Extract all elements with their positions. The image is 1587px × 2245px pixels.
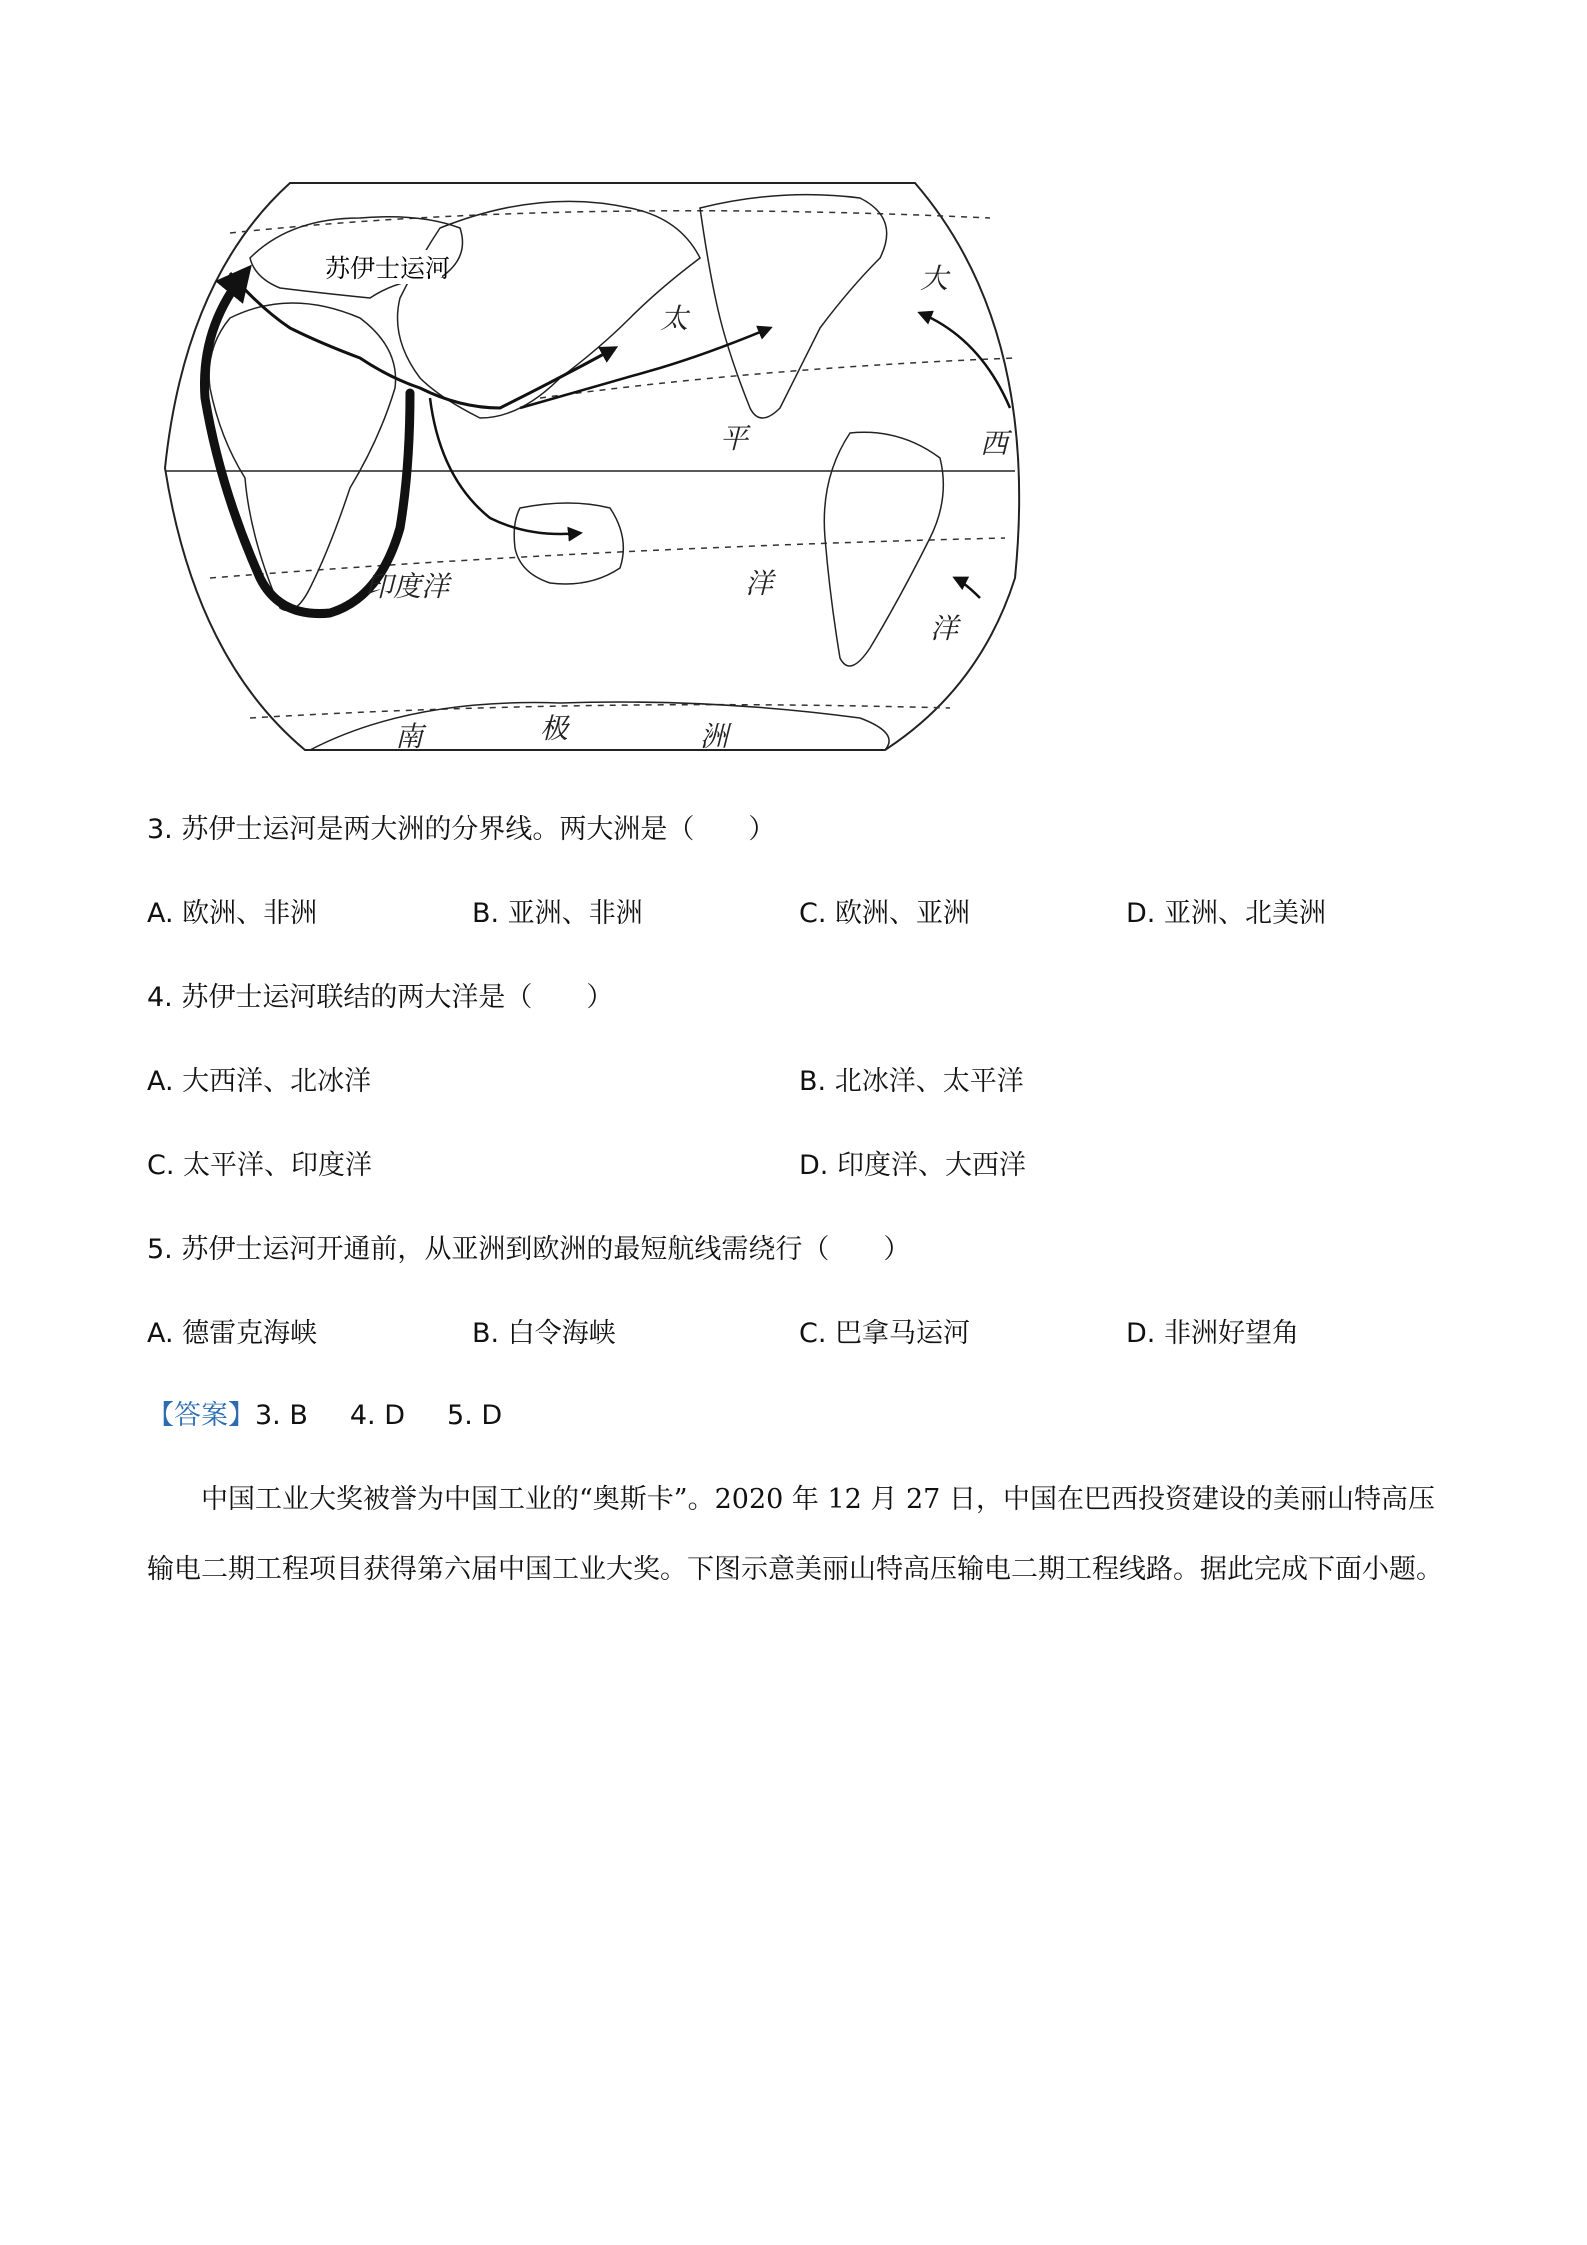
answer-item-3: 3. B: [255, 1400, 308, 1431]
question-3-option-c: C. 欧洲、亚洲: [799, 898, 971, 929]
question-3-option-a: A. 欧洲、非洲: [147, 898, 318, 929]
pacific-char-2: 平: [720, 422, 749, 455]
africa-shape: [209, 303, 395, 611]
indian-ocean-label: 印度洋: [365, 570, 450, 603]
world-map-svg: [160, 178, 1030, 758]
question-4-option-a: A. 大西洋、北冰洋: [147, 1066, 372, 1097]
antarctica-char-2: 极: [540, 712, 569, 745]
answer-item-4: 4. D: [349, 1400, 406, 1431]
atlantic-char-1: 大: [920, 262, 949, 295]
map-frame: [165, 183, 1019, 750]
question-4-stem: 4. 苏伊士运河联结的两大洋是（ ）: [147, 982, 614, 1013]
answer-item-5: 5. D: [447, 1400, 503, 1431]
south-atlantic-arrow: [955, 578, 980, 598]
south-america-shape: [824, 432, 943, 666]
canal-label: 苏伊士运河: [325, 254, 451, 283]
tropic-north-line: [540, 358, 1015, 398]
pacific-char-1: 太: [660, 302, 689, 335]
cape-route-path: [205, 273, 411, 614]
asia-shape: [398, 201, 701, 418]
pacific-route-path: [520, 328, 770, 408]
question-5-option-b: B. 白令海峡: [472, 1318, 616, 1349]
australia-shape: [514, 503, 623, 584]
suez-route-path: [230, 273, 615, 408]
intro-paragraph: 中国工业大奖被誉为中国工业的“奥斯卡”。2020 年 12 月 27 日，中国在巴西投资建设的美丽山特高压输电二期工程项目获得第六届中国工业大奖。下图示意美丽山特高压输电二期工程线路。据此完成下面小题。: [147, 1484, 1443, 1585]
question-5-option-d: D. 非洲好望角: [1126, 1318, 1299, 1349]
question-3-option-d: D. 亚洲、北美洲: [1126, 898, 1326, 929]
north-america-shape: [700, 195, 887, 418]
question-3-stem: 3. 苏伊士运河是两大洲的分界线。两大洲是（ ）: [147, 814, 776, 845]
world-map-figure: [160, 178, 1030, 758]
question-4-option-b: B. 北冰洋、太平洋: [799, 1066, 1024, 1097]
question-4-option-c: C. 太平洋、印度洋: [147, 1150, 373, 1181]
question-3-option-b: B. 亚洲、非洲: [472, 898, 643, 929]
atlantic-route-path: [920, 313, 1010, 408]
question-5-option-c: C. 巴拿马运河: [799, 1318, 971, 1349]
answer-line: [147, 1398, 544, 1434]
antarctica-char-3: 洲: [700, 720, 729, 753]
question-5-stem: 5. 苏伊士运河开通前，从亚洲到欧洲的最短航线需绕行（ ）: [147, 1234, 911, 1265]
answer-tag: 【答案】: [147, 1400, 255, 1431]
question-5-option-a: A. 德雷克海峡: [147, 1318, 318, 1349]
arctic-line: [230, 211, 990, 233]
antarctica-char-1: 南: [395, 720, 424, 753]
australia-route-path: [430, 398, 580, 534]
pacific-char-3: 洋: [745, 567, 774, 600]
atlantic-char-3: 洋: [930, 612, 959, 645]
atlantic-char-2: 西: [980, 427, 1009, 460]
question-4-option-d: D. 印度洋、大西洋: [799, 1150, 1026, 1181]
